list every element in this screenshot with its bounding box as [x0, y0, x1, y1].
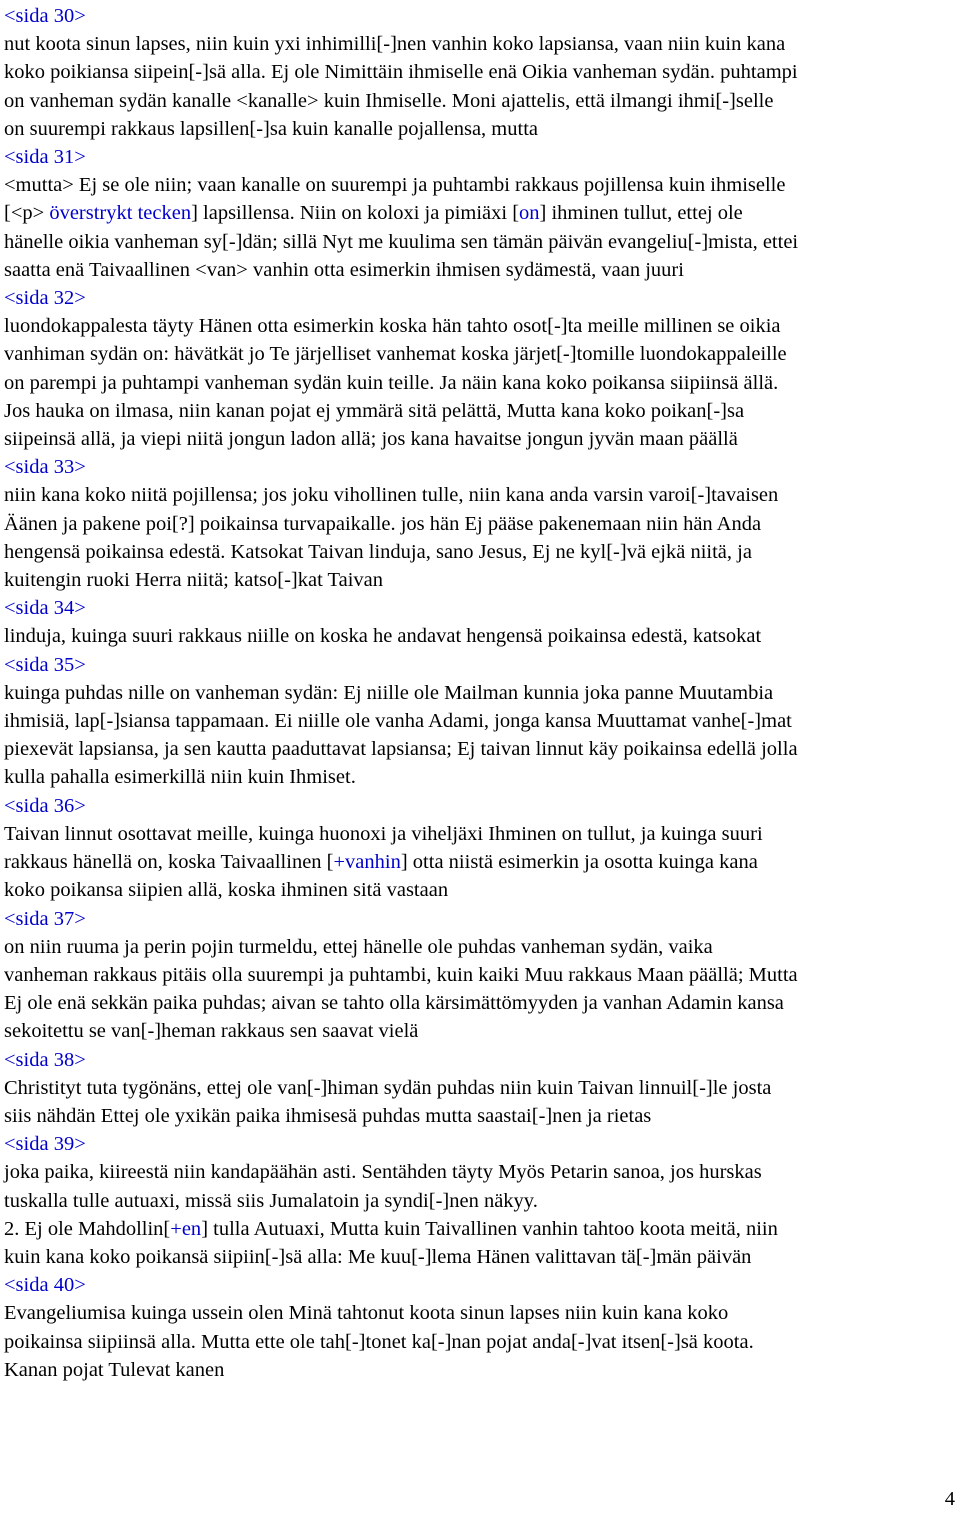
page-marker — [4, 1046, 956, 1074]
text-line — [4, 425, 956, 453]
text-line — [4, 876, 956, 904]
annotation-segment: <sida 40> — [4, 1274, 86, 1297]
text-segment: kulla pahalla esimerkillä niin kuin Ihmiset. — [4, 766, 356, 789]
text-segment: 2. Ej ole Mahdollin[ — [4, 1217, 171, 1240]
text-segment: Ej ole enä sekkän paika puhdas; aivan se tahto olla kärsimättömyyden ja vanhan Adamin kansa — [4, 992, 784, 1015]
annotation-segment: <sida 33> — [4, 456, 86, 479]
page-number: 4 — [944, 1488, 955, 1510]
text-segment: luondokappalesta täyty Hänen otta esimerkin koska hän tahto osot[-]ta meille millinen se oikia — [4, 315, 781, 338]
text-line — [4, 1215, 956, 1243]
text-segment: koko poikansa siipien allä, koska ihminen sitä vastaan — [4, 879, 449, 902]
text-segment: ] lapsillensa. Niin on koloxi ja pimiäxi [ — [191, 202, 520, 225]
text-line — [4, 1328, 956, 1356]
text-segment: piexevät lapsiansa, ja sen kautta paaduttavat lapsiansa; Ej taivan linnut käy poikainsa edellä jolla — [4, 738, 798, 761]
text-segment: saatta enä Taivaallinen <van> vanhin otta esimerkin ihmisen sydämestä, vaan juuri — [4, 258, 684, 281]
text-segment: Taivan linnut osottavat meille, kuinga huonoxi ja viheljäxi Ihminen on tullut, ja kuinga suuri — [4, 822, 763, 845]
text-line — [4, 58, 956, 86]
text-line — [4, 622, 956, 650]
text-line — [4, 1017, 956, 1045]
text-segment: sekoitettu se van[-]heman rakkaus sen saavat vielä — [4, 1020, 419, 1043]
text-segment: [<p> — [4, 202, 50, 225]
text-line — [4, 735, 956, 763]
text-line — [4, 848, 956, 876]
page-marker — [4, 1271, 956, 1299]
text-line — [4, 228, 956, 256]
page-marker — [4, 143, 956, 171]
text-line — [4, 340, 956, 368]
text-line — [4, 30, 956, 58]
text-segment: linduja, kuinga suuri rakkaus niille on koska he andavat hengensä poikainsa edestä, katsokat — [4, 625, 762, 648]
annotation-segment: <sida 37> — [4, 907, 86, 930]
page-marker — [4, 1130, 956, 1158]
text-segment: vanheman rakkaus pitäis olla suurempi ja puhtambi, kuin kaiki Muu rakkaus Maan päällä; Mutta — [4, 963, 798, 986]
text-segment: hengensä poikainsa edestä. Katsokat Taivan linduja, sano Jesus, Ej ne kyl[-]vä ejkä niitä, ja — [4, 540, 752, 563]
text-segment: hänelle oikia vanheman sy[-]dän; sillä Nyt me kuulima sen tämän päivän evangeliu[-]mista, ettei — [4, 230, 799, 253]
text-line — [4, 961, 956, 989]
text-segment: Jos hauka on ilmasa, niin kanan pojat ej ymmärä sitä pelättä, Mutta kana koko poikan[-]sa — [4, 399, 745, 422]
text-segment: nut koota sinun lapses, niin kuin yxi inhimilli[-]nen vanhin koko lapsiansa, vaan niin kuin kana — [4, 33, 786, 56]
text-line — [4, 933, 956, 961]
text-line — [4, 171, 956, 199]
text-line — [4, 538, 956, 566]
text-segment: kuinga puhdas nille on vanheman sydän: Ej niille ole Mailman kunnia joka panne Muutambia — [4, 681, 774, 704]
annotation-segment: <sida 31> — [4, 146, 86, 169]
text-line — [4, 1299, 956, 1327]
text-line — [4, 1187, 956, 1215]
annotation-segment: <sida 34> — [4, 597, 86, 620]
text-line — [4, 763, 956, 791]
annotation-segment: <sida 35> — [4, 653, 86, 676]
annotation-segment: <sida 32> — [4, 287, 86, 310]
text-segment: <mutta> Ej se ole niin; vaan kanalle on suurempi ja puhtambi rakkaus pojillensa kuin ihmiselle — [4, 174, 786, 197]
text-line — [4, 566, 956, 594]
annotation-segment: <sida 36> — [4, 794, 86, 817]
text-segment: koko poikiansa siipein[-]sä alla. Ej ole Nimittäin ihmiselle enä Oikia vanheman sydän. puhtampi — [4, 61, 798, 84]
text-segment: siis nähdän Ettej ole yxikän paika ihmisesä puhdas mutta saastai[-]nen ja rietas — [4, 1104, 652, 1127]
annotation-segment: +vanhin — [333, 851, 401, 874]
text-segment: ] otta niistä esimerkin ja osotta kuinga kana — [400, 851, 758, 874]
text-segment: ] ihminen tullut, ettej ole — [539, 202, 743, 225]
text-line — [4, 510, 956, 538]
text-line — [4, 1158, 956, 1186]
page-marker — [4, 453, 956, 481]
text-line — [4, 1356, 956, 1384]
text-segment: joka paika, kiireestä niin kandapäähän asti. Sentähden täyty Myös Petarin sanoa, jos hurskas — [4, 1161, 762, 1184]
page-marker — [4, 2, 956, 30]
text-segment: Evangeliumisa kuinga ussein olen Minä tahtonut koota sinun lapses niin kuin kana koko — [4, 1302, 729, 1325]
text-line — [4, 369, 956, 397]
text-segment: tuskalla tulle autuaxi, missä siis Jumalatoin ja syndi[-]nen näkyy. — [4, 1189, 538, 1212]
text-segment: niin kana koko niitä pojillensa; jos joku vihollinen tulle, niin kana anda varsin varoi[-]tavaisen — [4, 484, 779, 507]
annotation-segment: <sida 30> — [4, 5, 86, 27]
page-marker — [4, 651, 956, 679]
text-line — [4, 312, 956, 340]
text-line — [4, 115, 956, 143]
text-line — [4, 1102, 956, 1130]
text-segment: siipeinsä allä, ja viepi niitä jongun ladon allä; jos kana havaitse jongun jyvän maan päällä — [4, 428, 738, 451]
annotation-segment: on — [519, 202, 540, 225]
text-line — [4, 481, 956, 509]
text-line — [4, 707, 956, 735]
text-line — [4, 397, 956, 425]
text-line — [4, 820, 956, 848]
text-segment: vanhiman sydän on: hävätkät jo Te järjelliset vanhemat koska järjet[-]tomille luondokappaleille — [4, 343, 787, 366]
text-line — [4, 87, 956, 115]
document-text — [4, 2, 956, 1384]
text-line — [4, 1243, 956, 1271]
text-line — [4, 1074, 956, 1102]
text-line — [4, 679, 956, 707]
annotation-segment: <sida 38> — [4, 1048, 86, 1071]
page-marker — [4, 905, 956, 933]
annotation-segment: överstrykt tecken — [49, 202, 192, 225]
text-segment: ] tulla Autuaxi, Mutta kuin Taivallinen vanhin tahtoo koota meitä, niin — [201, 1217, 778, 1240]
page-marker — [4, 594, 956, 622]
text-segment: Äänen ja pakene poi[?] poikainsa turvapaikalle. jos hän Ej pääse pakenemaan niin hän Anda — [4, 512, 762, 535]
text-line — [4, 256, 956, 284]
text-segment: on niin ruuma ja perin pojin turmeldu, ettej hänelle ole puhdas vanheman sydän, vaika — [4, 935, 713, 958]
text-segment: kuin kana koko poikansä siipiin[-]sä alla: Me kuu[-]lema Hänen valittavan tä[-]män päivän — [4, 1245, 752, 1268]
text-line — [4, 989, 956, 1017]
page-marker — [4, 284, 956, 312]
text-segment: Christityt tuta tygönäns, ettej ole van[-]himan sydän puhdas niin kuin Taivan linnuil[-]le josta — [4, 1076, 772, 1099]
page-marker — [4, 792, 956, 820]
text-segment: rakkaus hänellä on, koska Taivaallinen [ — [4, 851, 334, 874]
text-segment: kuitengin ruoki Herra niitä; katso[-]kat Taivan — [4, 569, 384, 592]
text-segment: Kanan pojat Tulevat kanen — [4, 1358, 225, 1381]
text-segment: on suurempi rakkaus lapsillen[-]sa kuin kanalle pojallensa, mutta — [4, 117, 538, 140]
text-segment: on parempi ja puhtampi vanheman sydän kuin teille. Ja näin kana koko poikansa siipiinsä ällä. — [4, 371, 779, 394]
text-segment: ihmisiä, lap[-]siansa tappamaan. Ei niille ole vanha Adami, jonga kansa Muuttamat vanhe[-]mat — [4, 710, 792, 733]
text-segment: poikainsa siipiinsä alla. Mutta ette ole tah[-]tonet ka[-]nan pojat anda[-]vat itsen[-]sä koota. — [4, 1330, 754, 1353]
text-segment: on vanheman sydän kanalle <kanalle> kuin Ihmiselle. Moni ajattelis, että ilmangi ihmi[-]selle — [4, 89, 774, 112]
annotation-segment: +en — [170, 1217, 202, 1240]
text-line — [4, 199, 956, 227]
annotation-segment: <sida 39> — [4, 1133, 86, 1156]
